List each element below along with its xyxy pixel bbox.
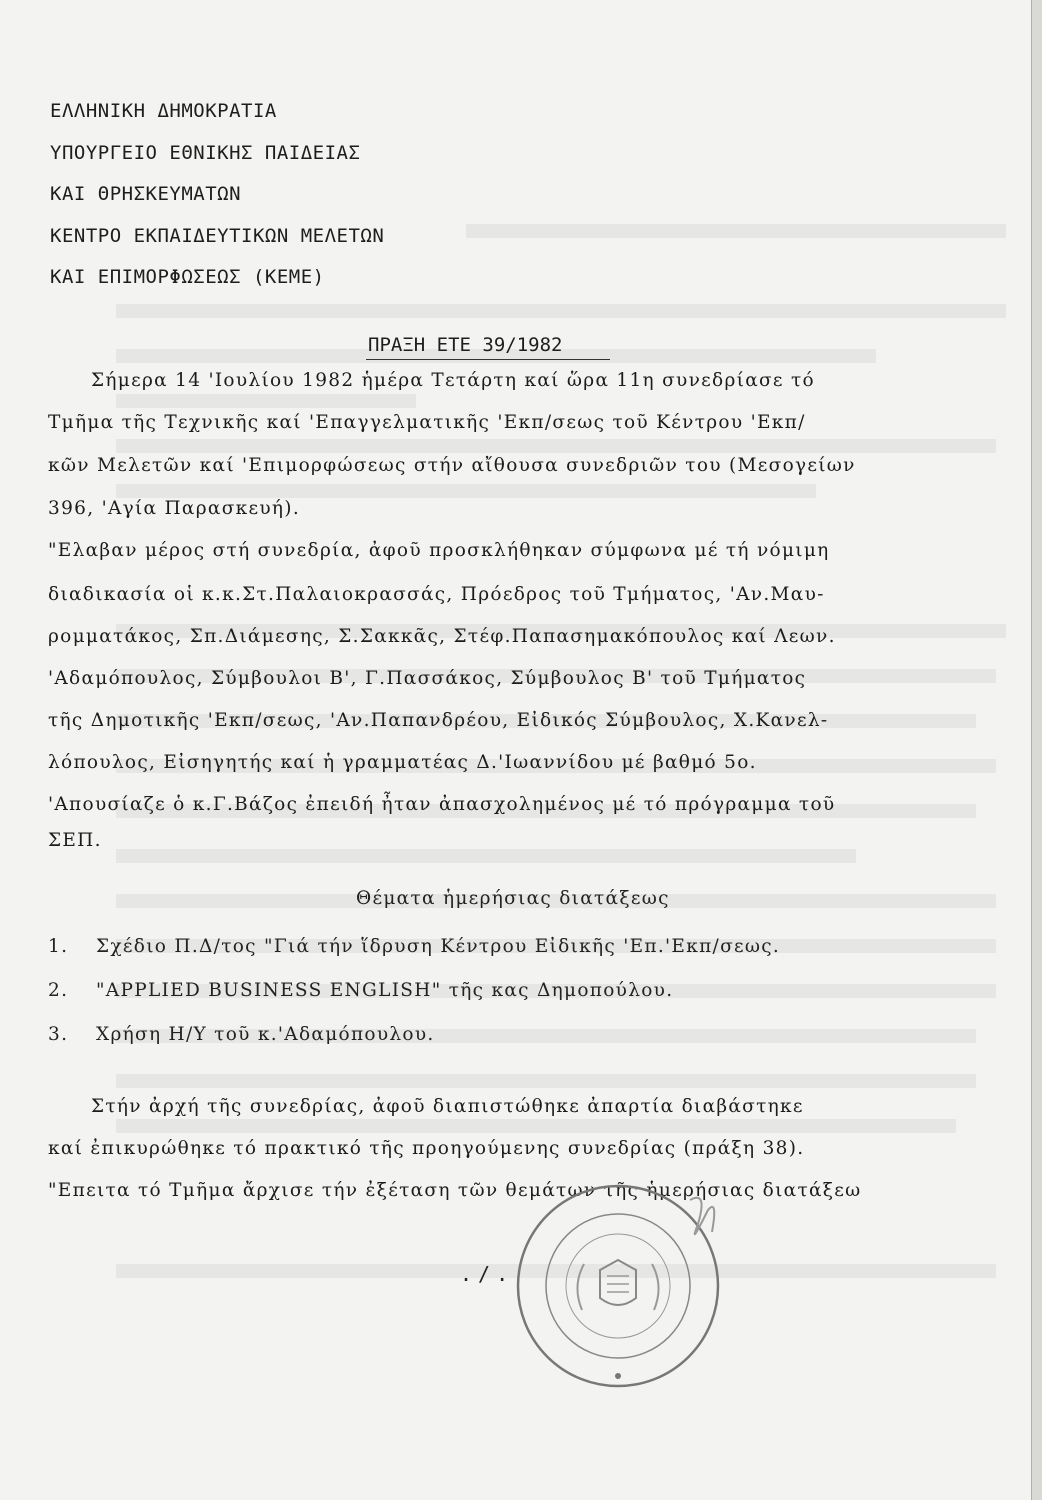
body-line-10: λόπουλος, Εἰσηγητής καί ἡ γραμματέας Δ.'Ιωαννίδου μέ βαθμό 5ο. [48, 752, 757, 773]
header-line-2: ΥΠΟΥΡΓΕΙΟ ΕΘΝΙΚΗΣ ΠΑΙΔΕΙΑΣ [50, 142, 361, 164]
header-line-4: ΚΕΝΤΡΟ ΕΚΠΑΙΔΕΥΤΙΚΩΝ ΜΕΛΕΤΩΝ [50, 225, 385, 247]
closing-line-2: καί ἐπικυρώθηκε τό πρακτικό τῆς προηγούμενης συνεδρίας (πράξη 38). [48, 1138, 805, 1159]
header-line-5: ΚΑΙ ΕΠΙΜΟΡΦΩΣΕΩΣ (ΚΕΜΕ) [50, 266, 325, 288]
agenda-item-3 [48, 1024, 435, 1045]
title-underline [366, 359, 610, 360]
body-line-5: "Ελαβαν μέρος στή συνεδρία, ἀφοῦ προσκλήθηκαν σύμφωνα μέ τή νόμιμη [48, 540, 830, 561]
body-line-12: ΣΕΠ. [48, 830, 102, 851]
closing-line-3: "Επειτα τό Τμῆμα ἄρχισε τήν ἐξέταση τῶν θεμάτων τῆς ἡμερήσιας διατάξεω [48, 1180, 862, 1201]
agenda-heading: Θέματα ἡμερήσιας διατάξεως [356, 888, 670, 909]
body-line-6: διαδικασία οἱ κ.κ.Στ.Παλαιοκρασσάς, Πρόεδρος τοῦ Τμήματος, 'Αν.Μαυ- [48, 584, 825, 605]
agenda-item-number: 2. [48, 980, 69, 1001]
agenda-item-text: Χρήση Η/Υ τοῦ κ.'Αδαμόπουλου. [96, 1024, 435, 1045]
continuation-mark: ./. [460, 1262, 515, 1286]
body-line-9: τῆς Δημοτικῆς 'Εκπ/σεως, 'Αν.Παπανδρέου, Εἰδικός Σύμβουλος, Χ.Κανελ- [48, 710, 829, 731]
closing-line-1: Στήν ἀρχή τῆς συνεδρίας, ἀφοῦ διαπιστώθηκε ἀπαρτία διαβάστηκε [91, 1096, 804, 1117]
agenda-item-text: Σχέδιο Π.Δ/τος "Γιά τήν ἵδρυση Κέντρου Εἰδικῆς 'Επ.'Εκπ/σεως. [96, 936, 781, 957]
agenda-item-2 [48, 980, 673, 1001]
body-line-4: 396, 'Αγία Παρασκευή). [48, 498, 300, 519]
body-line-2: Τμῆμα τῆς Τεχνικῆς καί 'Επαγγελματικῆς 'Εκπ/σεως τοῦ Κέντρου 'Εκπ/ [48, 412, 806, 433]
body-line-7: ρομματάκος, Σπ.Διάμεσης, Σ.Σακκᾶς, Στέφ.Παπασημακόπουλος καί Λεων. [48, 626, 836, 647]
official-seal-stamp [512, 1180, 724, 1392]
body-line-8: 'Αδαμόπουλος, Σύμβουλοι Β', Γ.Πασσάκος, Σύμβουλος Β' τοῦ Τμήματος [48, 668, 807, 689]
body-line-3: κῶν Μελετῶν καί 'Επιμορφώσεως στήν αἴθουσα συνεδριῶν του (Μεσογείων [48, 455, 856, 476]
body-line-1: Σήμερα 14 'Ιουλίου 1982 ἡμέρα Τετάρτη καί ὥρα 11η συνεδρίασε τό [91, 370, 815, 391]
agenda-item-text: "APPLIED BUSINESS ENGLISH" τῆς κας Δημοπούλου. [96, 980, 674, 1001]
agenda-item-1 [48, 936, 780, 957]
header-line-3: ΚΑΙ ΘΡΗΣΚΕΥΜΑΤΩΝ [50, 183, 242, 205]
page-margin-strip [1032, 0, 1042, 1500]
agenda-item-number: 3. [48, 1024, 69, 1045]
body-line-11: 'Απουσίαζε ὁ κ.Γ.Βάζος ἐπειδή ἦταν ἀπασχολημένος μέ τό πρόγραμμα τοῦ [48, 794, 836, 815]
header-line-1: ΕΛΛΗΝΙΚΗ ΔΗΜΟΚΡΑΤΙΑ [50, 100, 277, 122]
document-title: ΠΡΑΞΗ ΕΤΕ 39/1982 [368, 334, 563, 356]
agenda-item-number: 1. [48, 936, 69, 957]
